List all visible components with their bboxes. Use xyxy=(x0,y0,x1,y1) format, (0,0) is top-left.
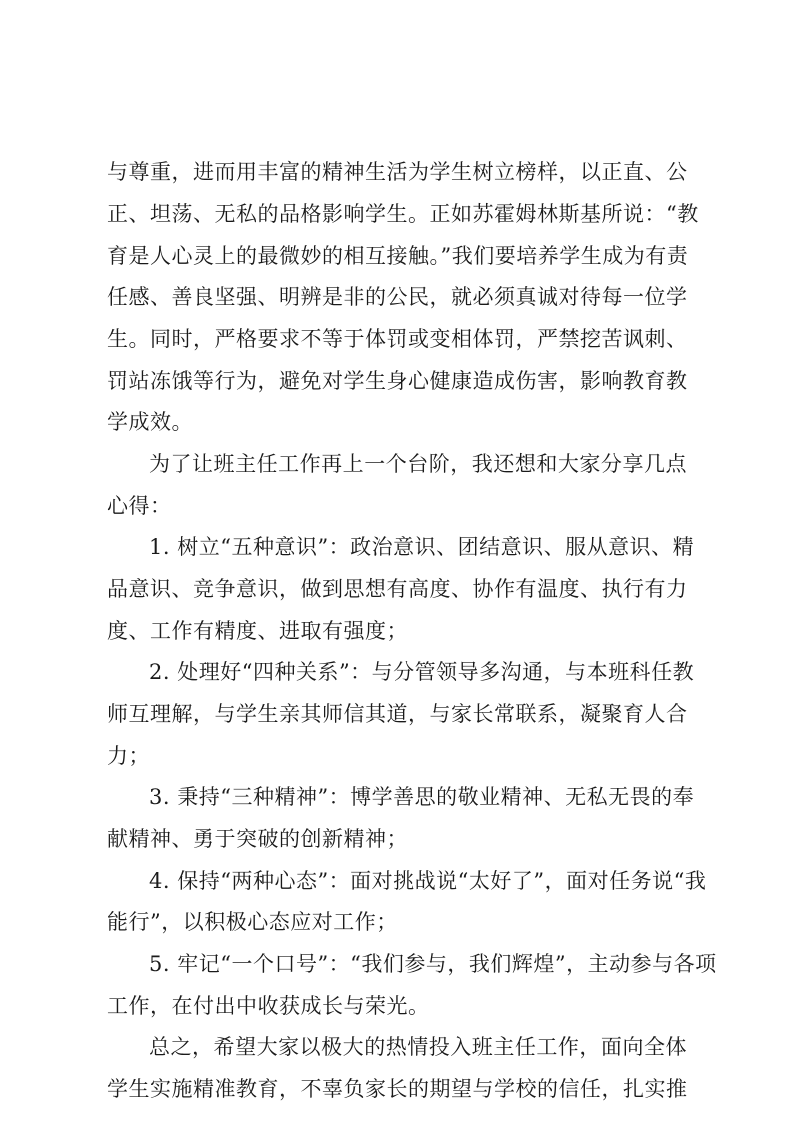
text-line: 学生实施精准教育，不辜负家长的期望与学校的信任，扎实推 xyxy=(107,1077,688,1101)
text-line: 任感、善良坚强、明辨是非的公民，就必须真诚对待每一位学 xyxy=(107,285,688,309)
list-item-4-line: 4. 保持“两种心态”：面对挑战说“太好了”，面对任务说“我 xyxy=(149,869,707,893)
list-item-2-line: 2. 处理好“四种关系”：与分管领导多沟通，与本班科任教 xyxy=(149,660,695,684)
text-line: 与尊重，进而用丰富的精神生活为学生树立榜样，以正直、公 xyxy=(107,160,688,184)
text-line: 力； xyxy=(107,744,150,768)
text-line: 师互理解，与学生亲其师信其道，与家长常联系，凝聚育人合 xyxy=(107,702,688,726)
text-line: 总之，希望大家以极大的热情投入班主任工作，面向全体 xyxy=(149,1035,687,1059)
list-item-3-line: 3. 秉持“三种精神”：博学善思的敬业精神、无私无畏的奉 xyxy=(149,785,695,809)
text-line: 工作，在付出中收获成长与荣光。 xyxy=(107,994,430,1018)
list-item-5-line: 5. 牢记“一个口号”：“我们参与，我们辉煌”，主动参与各项 xyxy=(149,952,717,976)
text-line: 为了让班主任工作再上一个台阶，我还想和大家分享几点 xyxy=(149,452,687,476)
text-line: 献精神、勇于突破的创新精神； xyxy=(107,827,408,851)
list-item-1-line: 1. 树立“五种意识”：政治意识、团结意识、服从意识、精 xyxy=(149,535,695,559)
text-line: 罚站冻饿等行为，避免对学生身心健康造成伤害，影响教育教 xyxy=(107,369,688,393)
text-line: 度、工作有精度、进取有强度； xyxy=(107,619,408,643)
text-line: 正、坦荡、无私的品格影响学生。正如苏霍姆林斯基所说：“教 xyxy=(107,202,699,226)
text-line: 品意识、竞争意识，做到思想有高度、协作有温度、执行有力 xyxy=(107,577,688,601)
text-line: 学成效。 xyxy=(107,410,193,434)
text-line: 育是人心灵上的最微妙的相互接触。”我们要培养学生成为有责 xyxy=(107,244,689,268)
text-line: 能行”，以积极心态应对工作； xyxy=(107,910,398,934)
text-line: 生。同时，严格要求不等于体罚或变相体罚，严禁挖苦讽刺、 xyxy=(107,327,688,351)
text-line: 心得： xyxy=(107,494,172,518)
